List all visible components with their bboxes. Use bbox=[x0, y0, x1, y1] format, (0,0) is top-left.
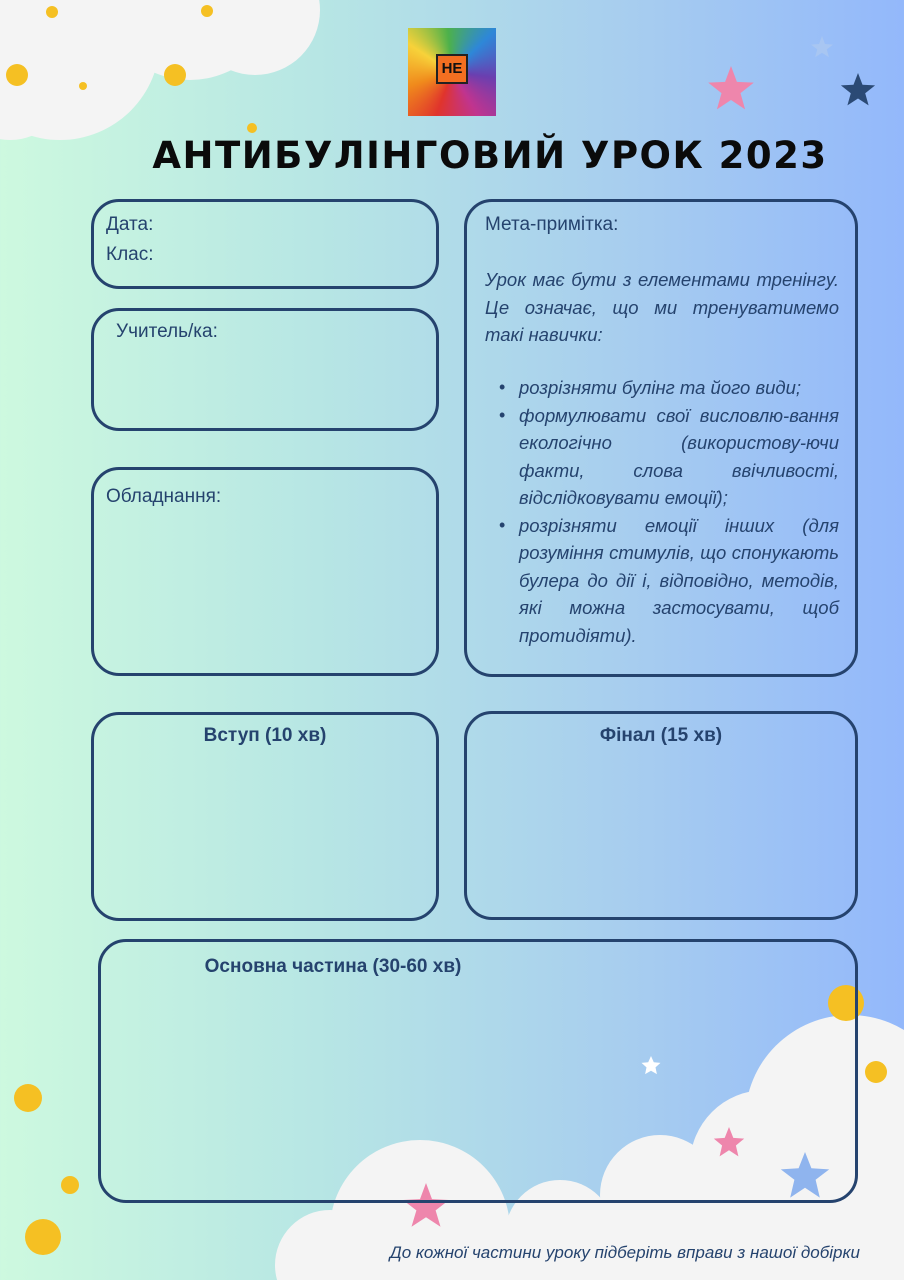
date-class-box bbox=[91, 199, 439, 289]
navy-star-top bbox=[841, 73, 875, 105]
skill-item: • розрізняти емоції інших (для розуміння стимулів, що спонукають булера до дії і, відповідно, методів, які можна застосувати, щоб протидіяти). bbox=[519, 512, 839, 650]
footer-note: До кожної частини уроку підберіть вправи з нашої добірки bbox=[389, 1243, 860, 1262]
top-left-cloud bbox=[0, 0, 320, 140]
skills-list bbox=[519, 374, 839, 649]
pink-star-top bbox=[708, 66, 754, 109]
main-section-box bbox=[98, 939, 858, 1203]
anti-bullying-logo bbox=[408, 28, 496, 116]
equipment-label: Обладнання: bbox=[106, 486, 222, 507]
main-section-title: Основна частина (30-60 хв) bbox=[204, 956, 462, 977]
page-title: АНТИБУЛІНГОВИЙ УРОК 2023 bbox=[152, 134, 828, 177]
teacher-label: Учитель/ка: bbox=[116, 321, 218, 342]
intro-section-box bbox=[91, 712, 439, 921]
meta-note-intro: Урок має бути з елементами тренінгу. Це означає, що ми тренуватимемо такі навички: bbox=[485, 269, 839, 345]
date-label: Дата: bbox=[106, 214, 154, 235]
class-label: Клас: bbox=[106, 244, 154, 265]
teacher-box bbox=[91, 308, 439, 431]
final-section-title: Фінал (15 хв) bbox=[599, 725, 723, 746]
meta-note-box bbox=[464, 199, 858, 677]
faint-star-top bbox=[811, 36, 833, 57]
final-section-box bbox=[464, 711, 858, 920]
meta-note-label: Мета-примітка: bbox=[485, 214, 619, 235]
skill-item: • розрізняти булінг та його види; bbox=[519, 374, 839, 402]
equipment-box bbox=[91, 467, 439, 676]
logo-badge: НЕ bbox=[436, 54, 468, 84]
intro-section-title: Вступ (10 хв) bbox=[203, 725, 327, 746]
skill-item: • формулювати свої висловлю-вання екологічно (використову-ючи факти, слова ввічливості, відслідковувати емоції); bbox=[519, 402, 839, 512]
